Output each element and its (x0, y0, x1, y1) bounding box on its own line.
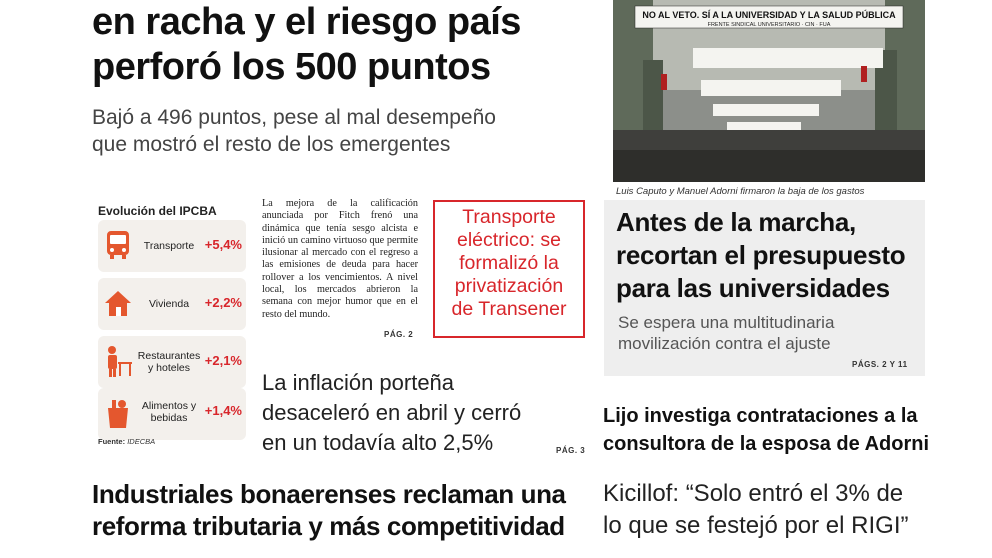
industriales-line1: Industriales bonaerenses reclaman una (92, 479, 566, 509)
march-photo[interactable] (613, 0, 925, 182)
transporte-line3: formalizó la (459, 252, 559, 274)
photo-banner-subtext: FRENTE SINDICAL UNIVERSITARIO · CIN · FUA (707, 22, 831, 28)
main-story-page-ref: PÁG. 2 (384, 330, 414, 339)
ipcba-row-alimentos (98, 388, 246, 440)
marcha-subhead (618, 312, 918, 354)
ipcba-source-label: Fuente: (98, 437, 126, 446)
marcha-title-line1: Antes de la marcha, (616, 207, 856, 237)
marcha-title-line2: recortan el presupuesto (616, 240, 906, 270)
marcha-page-ref: PÁGS. 2 Y 11 (852, 360, 908, 369)
lijo-headline[interactable] (603, 402, 933, 458)
house-icon (102, 286, 134, 320)
main-subhead (92, 104, 572, 158)
grocery-bag-icon (102, 396, 134, 430)
ipcba-row-vivienda (98, 278, 246, 330)
transporte-box[interactable] (433, 200, 585, 338)
lijo-line2: consultora de la esposa de Adorni (603, 433, 929, 455)
transporte-line5: de Transener (451, 298, 567, 320)
kicillof-headline[interactable] (603, 478, 933, 542)
ipcba-source (98, 437, 155, 446)
industriales-line2: reforma tributaria y más competitividad (92, 511, 565, 541)
marcha-sub-line1: Se espera una multitudinaria (618, 313, 835, 332)
main-headline-line1: en racha y el riesgo país (92, 1, 521, 43)
kicillof-line1: Kicillof: “Solo entró el 3% de (603, 480, 904, 507)
ipcba-value-transporte: +5,4% (204, 237, 242, 252)
ipcba-label-vivienda: Vivienda (148, 298, 190, 310)
main-subhead-line2: que mostró el resto de los emergentes (92, 133, 451, 156)
bus-icon (102, 228, 134, 262)
ipcba-value-alimentos: +1,4% (204, 403, 242, 418)
inflacion-line3: en un todavía alto 2,5% (262, 430, 494, 455)
ipcba-label-transporte: Transporte (143, 240, 195, 252)
transporte-line4: privatización (454, 275, 564, 297)
ipcba-row-restaurantes (98, 336, 246, 388)
ipcba-source-name: IDECBA (127, 437, 156, 446)
ipcba-value-restaurantes: +2,1% (204, 353, 242, 368)
industriales-headline[interactable] (92, 478, 592, 542)
inflacion-line2: desaceleró en abril y cerró (262, 400, 522, 425)
marcha-headline[interactable] (616, 206, 922, 305)
marcha-sub-line2: movilización contra el ajuste (618, 334, 831, 353)
main-story-body: La mejora de la calificación anunciada por Fitch frenó una dinámica que tenía sesgo alcista e inició un camino virtuoso que permite ilusionar al mercado con el regreso a las emisiones de deuda para hacer rollover a los vencimientos. A nivel local, los mercados abrieron la semana con mejor humor que en el resto del mundo. (262, 198, 418, 320)
photo-banner-text: NO AL VETO. SÍ A LA UNIVERSIDAD Y LA SALUD PÚBLICA (642, 10, 896, 20)
photo-caption: Luis Caputo y Manuel Adorni firmaron la baja de los gastos (616, 186, 865, 197)
lijo-line1: Lijo investiga contrataciones a la (603, 405, 918, 427)
inflacion-headline[interactable] (262, 368, 572, 458)
ipcba-infographic (92, 198, 252, 450)
main-subhead-line1: Bajó a 496 puntos, pese al mal desempeño (92, 106, 496, 129)
transporte-line2: eléctrico: se (456, 229, 562, 251)
ipcba-label-restaurantes: Restaurantes y hoteles (137, 350, 201, 374)
ipcba-value-vivienda: +2,2% (204, 295, 242, 310)
ipcba-title: Evolución del IPCBA (98, 204, 217, 218)
ipcba-row-transporte (98, 220, 246, 272)
ipcba-label-alimentos: Alimentos y bebidas (141, 400, 197, 424)
kicillof-line2: lo que se festejó por el RIGI” (603, 512, 909, 539)
inflacion-line1: La inflación porteña (262, 370, 455, 395)
waiter-icon (102, 344, 134, 378)
main-headline-line2: perforó los 500 puntos (92, 46, 491, 88)
transporte-line1: Transporte (462, 206, 556, 228)
marcha-title-line3: para las universidades (616, 273, 890, 303)
main-headline[interactable] (92, 0, 582, 90)
inflacion-page-ref: PÁG. 3 (556, 446, 586, 455)
